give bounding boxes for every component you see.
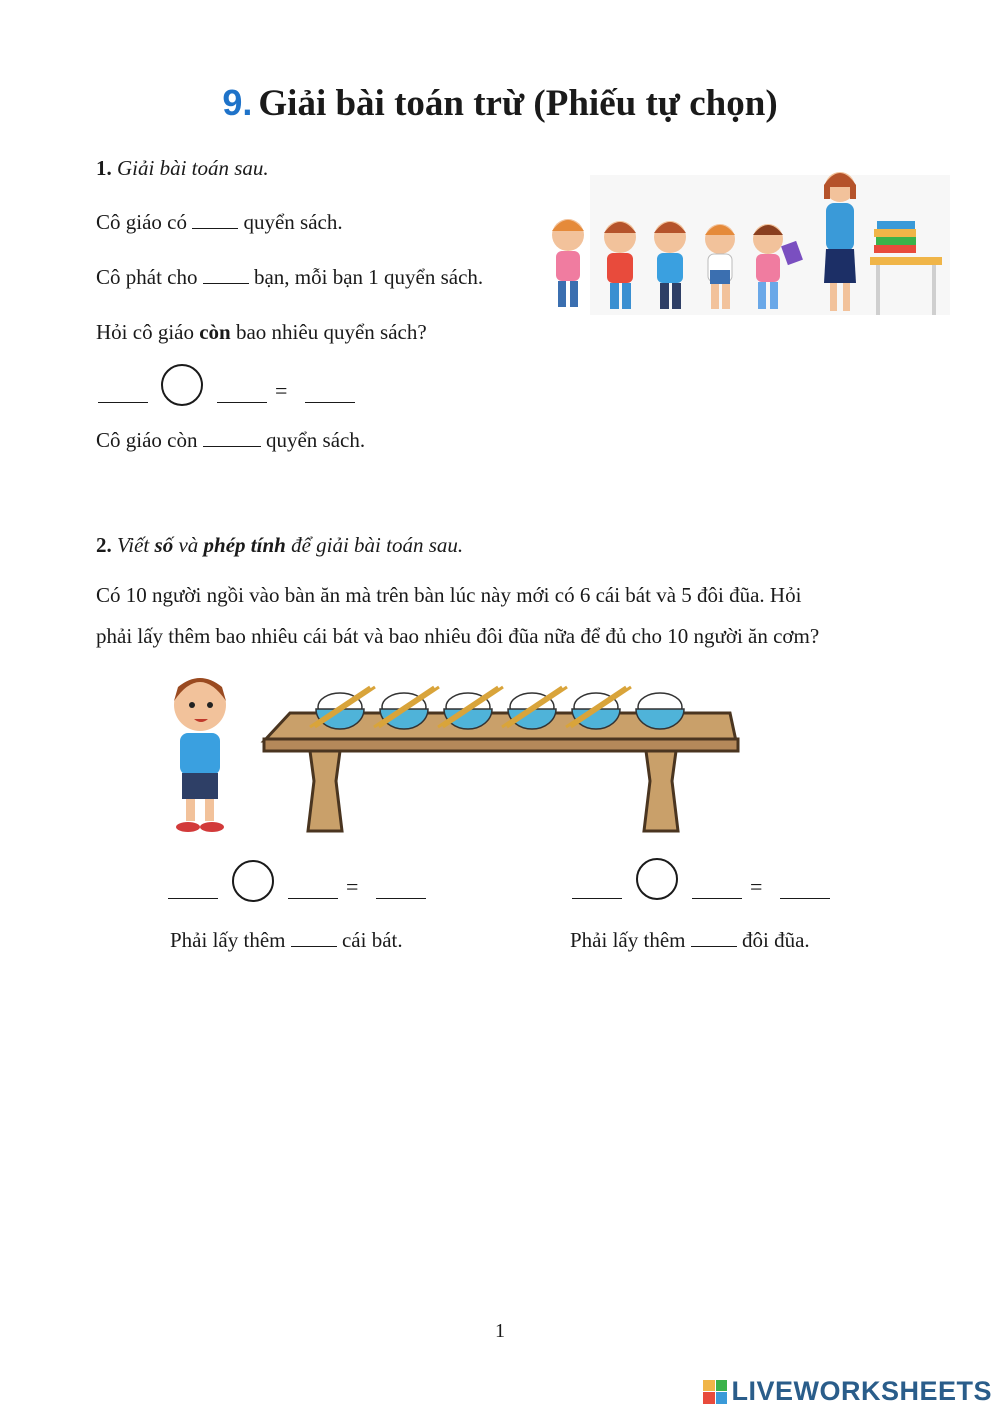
ex2-chopsticks-operand2-blank[interactable] (692, 880, 742, 899)
ex2-chopsticks-operator-circle[interactable] (636, 858, 678, 900)
table-bowls-illustration (160, 665, 750, 845)
ex1-answer-blank[interactable] (203, 428, 261, 447)
ex2-heading (96, 533, 463, 558)
ex1-answer-start: Cô giáo còn (96, 428, 198, 452)
ex1-line1 (96, 210, 343, 235)
ex2-chopsticks-operand1-blank[interactable] (572, 880, 622, 899)
ex2-bowls-operand1-blank[interactable] (168, 880, 218, 899)
ex2-heading-bold1: số (154, 533, 174, 557)
ex1-result-blank[interactable] (305, 384, 355, 403)
ex2-chopsticks-equals-sign: = (750, 874, 763, 899)
ex1-line2-end: bạn, mỗi bạn 1 quyển sách. (253, 265, 484, 289)
ex2-heading-number: 2. (96, 533, 112, 557)
ex2-chopsticks-result-blank[interactable] (780, 880, 830, 899)
ex2-bowls-answer-end: cái bát. (341, 928, 403, 952)
title-text: Giải bài toán trừ (Phiếu tự chọn) (258, 83, 778, 124)
ex2-problem-line1: Có 10 người ngồi vào bàn ăn mà trên bàn lúc này mới có 6 cái bát và 5 đôi đũa. Hỏi (96, 583, 802, 607)
ex1-question-bold: còn (199, 320, 231, 344)
ex2-chopsticks-answer-end: đôi đũa. (741, 928, 810, 952)
ex1-operator-circle[interactable] (161, 364, 203, 406)
ex1-heading-number: 1. (96, 156, 112, 180)
ex2-bowls-result-blank[interactable] (376, 880, 426, 899)
ex2-heading-bold2: phép tính (203, 533, 286, 557)
ex2-problem-line2: phải lấy thêm bao nhiêu cái bát và bao nhiêu đôi đũa nữa để đủ cho 10 người ăn cơm? (96, 624, 820, 648)
ex1-line1-start: Cô giáo có (96, 210, 187, 234)
ex2-chopsticks-answer (570, 928, 810, 953)
ex1-line2 (96, 265, 483, 290)
page-number: 1 (495, 1320, 505, 1342)
ex1-question-end: bao nhiêu quyển sách? (235, 320, 427, 344)
ex1-operand1-blank[interactable] (98, 384, 148, 403)
dining-table (264, 713, 738, 831)
ex2-bowls-operand2-blank[interactable] (288, 880, 338, 899)
brand-name: LIVEWORKSHEETS (731, 1376, 992, 1406)
ex1-answer-end: quyển sách. (265, 428, 366, 452)
students-count-blank[interactable] (203, 265, 249, 284)
ex2-bowls-answer (170, 928, 403, 953)
ex2-bowls-answer-start: Phải lấy thêm (170, 928, 286, 952)
ex1-heading (96, 156, 269, 181)
title-number: 9. (222, 82, 253, 123)
ex2-heading-part1: Viết (117, 533, 150, 557)
page-title (0, 82, 1000, 125)
student-figure (552, 219, 584, 307)
ex2-bowls-answer-blank[interactable] (291, 928, 337, 947)
ex1-operand2-blank[interactable] (217, 384, 267, 403)
ex1-question (96, 320, 427, 345)
teacher-students-illustration (540, 165, 950, 325)
ex1-line2-start: Cô phát cho (96, 265, 198, 289)
liveworksheets-logo-icon (703, 1380, 727, 1404)
ex1-equals-sign: = (275, 378, 288, 403)
ex1-question-start: Hỏi cô giáo (96, 320, 194, 344)
brand-logo[interactable] (703, 1376, 992, 1407)
ex1-heading-text: Giải bài toán sau. (117, 156, 269, 180)
boy-figure (174, 678, 226, 832)
ex2-bowls-operator-circle[interactable] (232, 860, 274, 902)
ex2-chopsticks-answer-blank[interactable] (691, 928, 737, 947)
ex1-answer (96, 428, 365, 453)
ex1-line1-end: quyển sách. (243, 210, 343, 234)
ex2-bowls-equals-sign: = (346, 874, 359, 899)
ex2-chopsticks-answer-start: Phải lấy thêm (570, 928, 686, 952)
ex2-heading-part2: và (178, 533, 199, 557)
books-total-blank[interactable] (192, 210, 238, 229)
ex2-heading-part3: để giải bài toán sau. (291, 533, 464, 557)
